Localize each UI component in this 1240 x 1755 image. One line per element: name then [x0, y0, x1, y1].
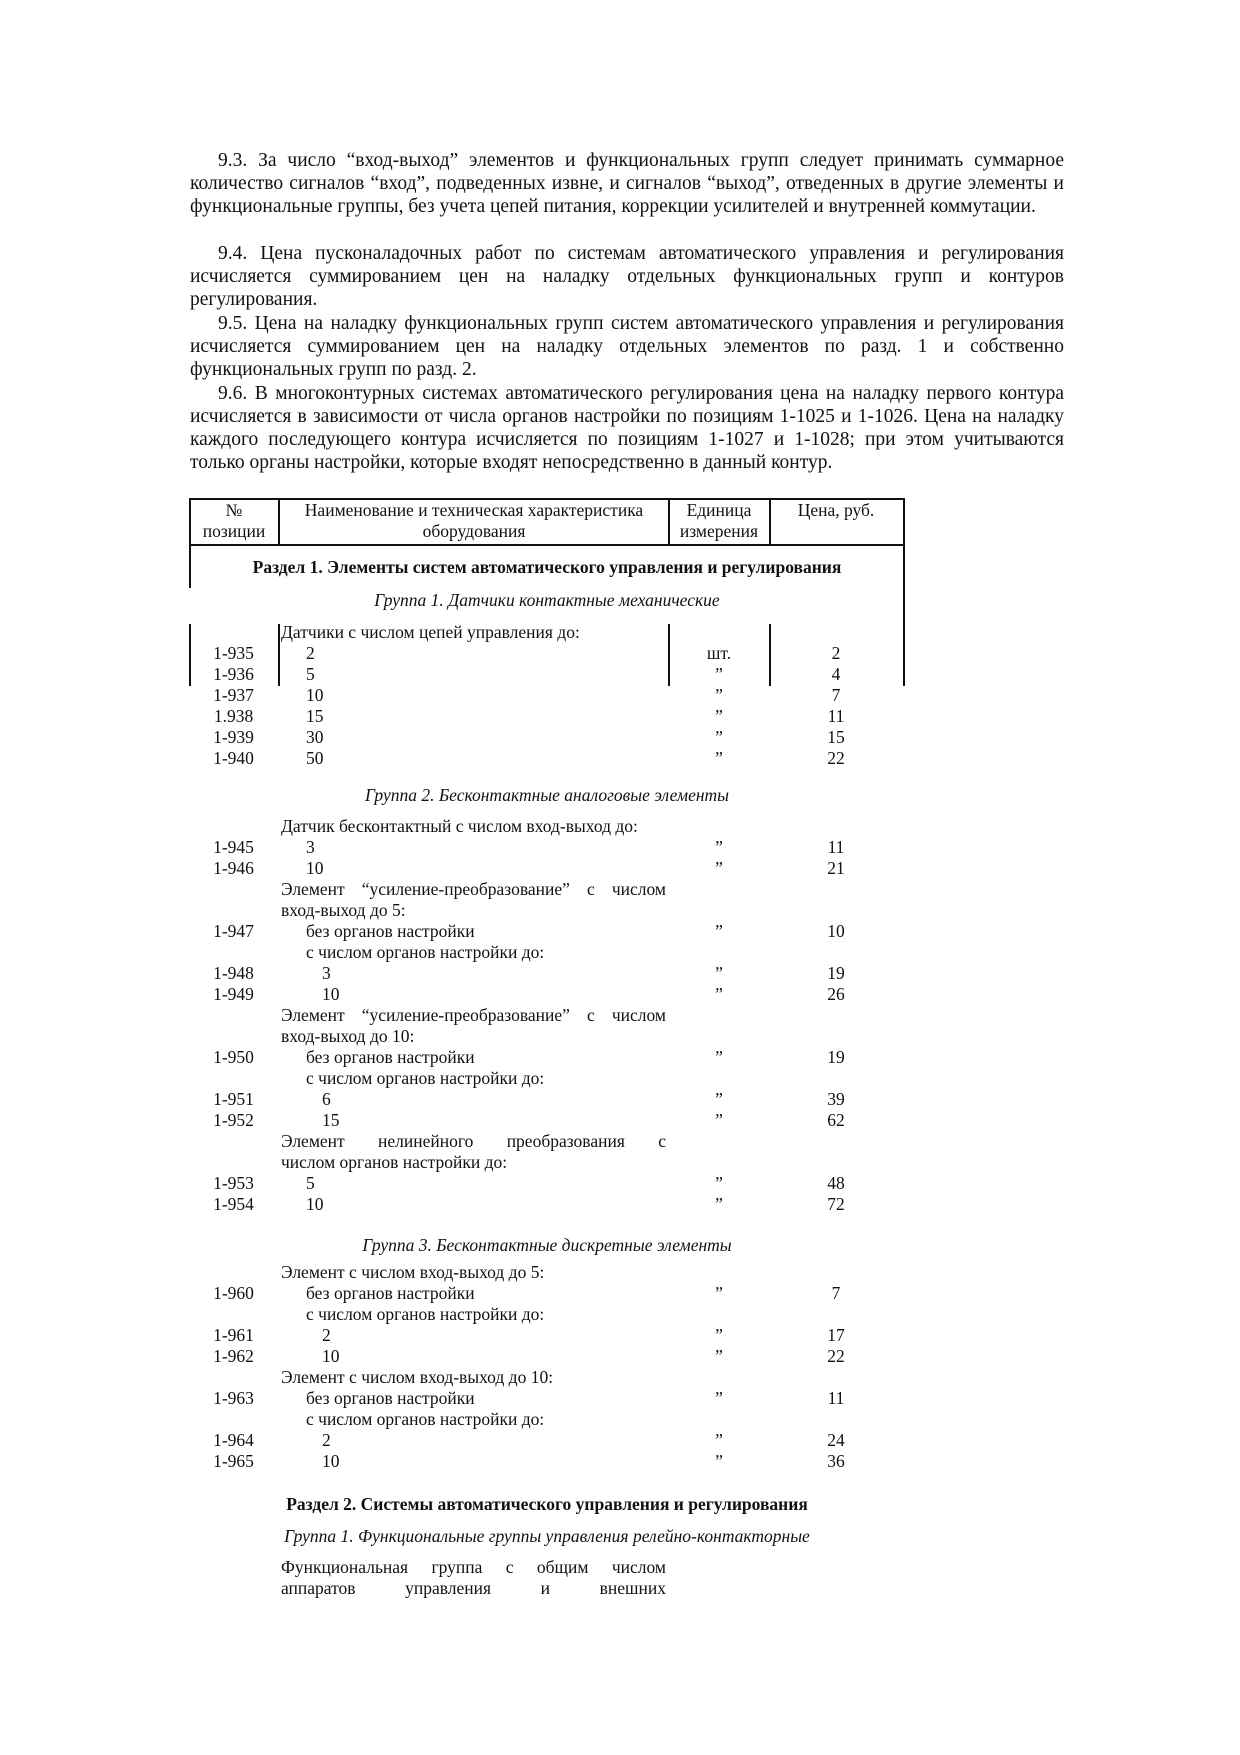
- table-row: [0, 837, 1240, 858]
- price-value: 19: [827, 1047, 845, 1067]
- table-row: [0, 984, 1240, 1005]
- header-unit-line2: измерения: [679, 521, 759, 541]
- position-number: 1-947: [213, 921, 254, 941]
- paragraph-9-6: 9.6. В многоконтурных системах автоматического регулирования цена на наладку первого контура исчисляется в зависимости от числа органов настройки по позициям 1-1025 и 1-1026. Цена на наладку каждого последующего контура исчисляется по позициям 1-1027 и 1-1028; при этом учитываются только органы настройки, которые входят непосредственно в данный контур.: [190, 383, 1064, 473]
- price-value: 17: [827, 1325, 845, 1345]
- table-row: [0, 1367, 1240, 1388]
- price-value: 22: [827, 748, 845, 768]
- item-description: вход-выход до 10:: [281, 1026, 415, 1046]
- header-name-line1: Наименование и техническая характеристика: [304, 500, 644, 520]
- price-value: 10: [827, 921, 845, 941]
- table-row: [0, 1262, 1240, 1283]
- table-row: [0, 1089, 1240, 1110]
- position-number: 1-965: [213, 1451, 254, 1471]
- unit-of-measure: ”: [715, 1325, 723, 1345]
- table-row: [0, 1409, 1240, 1430]
- position-number: 1-946: [213, 858, 254, 878]
- item-description: 10: [306, 685, 324, 705]
- position-number: 1-937: [213, 685, 254, 705]
- price-value: 19: [827, 963, 845, 983]
- table-row: [0, 1325, 1240, 1346]
- col-divider-1: [278, 498, 280, 544]
- item-description: 6: [322, 1089, 331, 1109]
- table-row: [0, 643, 1240, 664]
- table-row: [0, 1173, 1240, 1194]
- unit-of-measure: ”: [715, 984, 723, 1004]
- unit-of-measure: ”: [715, 1430, 723, 1450]
- table-row: [0, 1026, 1240, 1047]
- item-description: 15: [306, 706, 324, 726]
- item-description: Элемент с числом вход-выход до 10:: [281, 1367, 554, 1387]
- section-2-group-1-title: Группа 1. Функциональные группы управления релейно-контакторные: [284, 1526, 810, 1546]
- unit-of-measure: ”: [715, 1283, 723, 1303]
- position-number: 1-935: [213, 643, 254, 663]
- position-number: 1-964: [213, 1430, 254, 1450]
- item-description: аппаратов управления и внешних: [281, 1578, 666, 1598]
- price-value: 24: [827, 1430, 845, 1450]
- table-row: [0, 1578, 1240, 1599]
- position-number: 1-940: [213, 748, 254, 768]
- price-value: 11: [827, 837, 845, 857]
- item-description: Датчик бесконтактный с числом вход-выход до:: [281, 816, 638, 836]
- item-description: 15: [322, 1110, 340, 1130]
- unit-of-measure: ”: [715, 1451, 723, 1471]
- item-description: без органов настройки: [306, 1283, 475, 1303]
- header-unit-line1: Единица: [686, 500, 752, 520]
- price-value: 2: [831, 643, 841, 663]
- item-description: 10: [322, 1451, 340, 1471]
- table-row: [0, 858, 1240, 879]
- item-description: без органов настройки: [306, 1388, 475, 1408]
- position-number: 1-961: [213, 1325, 254, 1345]
- table-row: [0, 1194, 1240, 1215]
- paragraph-9-5: 9.5. Цена на наладку функциональных групп систем автоматического управления и регулирования исчисляется суммированием цен на наладку отдельных элементов по разд. 1 и собственно функциональных групп по разд. 2.: [190, 313, 1064, 380]
- price-value: 15: [827, 727, 845, 747]
- item-description: 2: [322, 1325, 331, 1345]
- position-number: 1-939: [213, 727, 254, 747]
- item-description: 10: [322, 984, 340, 1004]
- price-value: 36: [827, 1451, 845, 1471]
- header-no-line1: №: [225, 500, 243, 520]
- item-description: 5: [306, 664, 315, 684]
- item-description: числом органов настройки до:: [281, 1152, 508, 1172]
- price-value: 11: [827, 1388, 845, 1408]
- table-row: [0, 1068, 1240, 1089]
- position-number: 1.938: [213, 706, 254, 726]
- item-description: 30: [306, 727, 324, 747]
- price-value: 4: [831, 664, 841, 684]
- header-price: Цена, руб.: [797, 500, 875, 520]
- table-header-border: [189, 544, 905, 546]
- unit-of-measure: ”: [715, 1110, 723, 1130]
- position-number: 1-962: [213, 1346, 254, 1366]
- position-number: 1-953: [213, 1173, 254, 1193]
- item-description: Элемент нелинейного преобразования с: [281, 1131, 666, 1151]
- table-row: [0, 622, 1240, 643]
- header-unit: [670, 500, 768, 542]
- position-number: 1-950: [213, 1047, 254, 1067]
- header-name: [281, 500, 667, 542]
- item-description: без органов настройки: [306, 921, 475, 941]
- position-number: 1-951: [213, 1089, 254, 1109]
- section-1-title: Раздел 1. Элементы систем автоматического управления и регулирования: [252, 557, 842, 577]
- table-row: [0, 727, 1240, 748]
- paragraph-9-4: 9.4. Цена пусконаладочных работ по системам автоматического управления и регулирования исчисляется суммированием цен на наладку отдельных функциональных групп и контуров регулирования.: [190, 243, 1064, 310]
- unit-of-measure: ”: [715, 963, 723, 983]
- unit-of-measure: ”: [715, 1047, 723, 1067]
- unit-of-measure: ”: [715, 1173, 723, 1193]
- position-number: 1-960: [213, 1283, 254, 1303]
- position-number: 1-963: [213, 1388, 254, 1408]
- unit-of-measure: ”: [715, 921, 723, 941]
- table-row: [0, 921, 1240, 942]
- header-no: [190, 500, 278, 542]
- item-description: 10: [306, 1194, 324, 1214]
- table-row: [0, 1283, 1240, 1304]
- position-number: 1-948: [213, 963, 254, 983]
- unit-of-measure: ”: [715, 727, 723, 747]
- item-description: вход-выход до 5:: [281, 900, 406, 920]
- unit-of-measure: ”: [715, 685, 723, 705]
- group-3-title: Группа 3. Бесконтактные дискретные элементы: [362, 1235, 732, 1255]
- section-2-title: Раздел 2. Системы автоматического управления и регулирования: [286, 1494, 808, 1514]
- table-row: [0, 1047, 1240, 1068]
- item-description: без органов настройки: [306, 1047, 475, 1067]
- item-description: 10: [322, 1346, 340, 1366]
- unit-of-measure: ”: [715, 1194, 723, 1214]
- unit-of-measure: ”: [715, 706, 723, 726]
- table-row: [0, 1005, 1240, 1026]
- position-number: 1-945: [213, 837, 254, 857]
- unit-of-measure: шт.: [706, 643, 732, 663]
- price-value: 21: [827, 858, 845, 878]
- position-number: 1-936: [213, 664, 254, 684]
- group-2-title: Группа 2. Бесконтактные аналоговые элементы: [364, 785, 730, 805]
- table-row: [0, 748, 1240, 769]
- unit-of-measure: ”: [715, 1346, 723, 1366]
- item-description: с числом органов настройки до:: [306, 1068, 545, 1088]
- table-row: [0, 879, 1240, 900]
- table-row: [0, 1557, 1240, 1578]
- position-number: 1-949: [213, 984, 254, 1004]
- item-description: 5: [306, 1173, 315, 1193]
- item-description: 2: [306, 643, 315, 663]
- item-description: Элемент с числом вход-выход до 5:: [281, 1262, 545, 1282]
- unit-of-measure: ”: [715, 1388, 723, 1408]
- price-value: 7: [831, 1283, 841, 1303]
- item-description: 3: [306, 837, 315, 857]
- item-description: Датчики с числом цепей управления до:: [281, 622, 580, 642]
- table-row: [0, 900, 1240, 921]
- item-description: Элемент “усиление-преобразование” с числом: [281, 879, 666, 899]
- header-name-line2: оборудования: [422, 521, 526, 541]
- unit-of-measure: ”: [715, 748, 723, 768]
- item-description: 10: [306, 858, 324, 878]
- price-value: 11: [827, 706, 845, 726]
- item-description: Элемент “усиление-преобразование” с числом: [281, 1005, 666, 1025]
- item-description: Функциональная группа с общим числом: [281, 1557, 666, 1577]
- unit-of-measure: ”: [715, 1089, 723, 1109]
- price-value: 7: [831, 685, 841, 705]
- paragraph-9-3: 9.3. За число “вход-выход” элементов и функциональных групп следует принимать суммарное количество сигналов “вход”, подведенных извне, и сигналов “выход”, отведенных в другие элементы и функциональные группы, без учета цепей питания, коррекции усилителей и внутренней коммутации.: [190, 150, 1064, 217]
- unit-of-measure: ”: [715, 858, 723, 878]
- price-value: 48: [827, 1173, 845, 1193]
- item-description: 3: [322, 963, 331, 983]
- unit-of-measure: ”: [715, 664, 723, 684]
- item-description: с числом органов настройки до:: [306, 1409, 545, 1429]
- item-description: 2: [322, 1430, 331, 1450]
- unit-of-measure: ”: [715, 837, 723, 857]
- table-row: [0, 706, 1240, 727]
- table-row: [0, 1304, 1240, 1325]
- header-no-line2: позиции: [202, 521, 266, 541]
- item-description: с числом органов настройки до:: [306, 1304, 545, 1324]
- price-value: 22: [827, 1346, 845, 1366]
- position-number: 1-954: [213, 1194, 254, 1214]
- table-row: [0, 685, 1240, 706]
- position-number: 1-952: [213, 1110, 254, 1130]
- table-row: [0, 1110, 1240, 1131]
- table-row: [0, 942, 1240, 963]
- group-1-title: Группа 1. Датчики контактные механические: [374, 590, 720, 610]
- table-row: [0, 1131, 1240, 1152]
- price-value: 62: [827, 1110, 845, 1130]
- price-value: 39: [827, 1089, 845, 1109]
- price-value: 26: [827, 984, 845, 1004]
- item-description: 50: [306, 748, 324, 768]
- price-value: 72: [827, 1194, 845, 1214]
- table-row: [0, 816, 1240, 837]
- table-row: [0, 1388, 1240, 1409]
- table-row: [0, 1430, 1240, 1451]
- table-row: [0, 1451, 1240, 1472]
- table-row: [0, 1346, 1240, 1367]
- table-row: [0, 664, 1240, 685]
- item-description: с числом органов настройки до:: [306, 942, 545, 962]
- table-row: [0, 1152, 1240, 1173]
- table-row: [0, 963, 1240, 984]
